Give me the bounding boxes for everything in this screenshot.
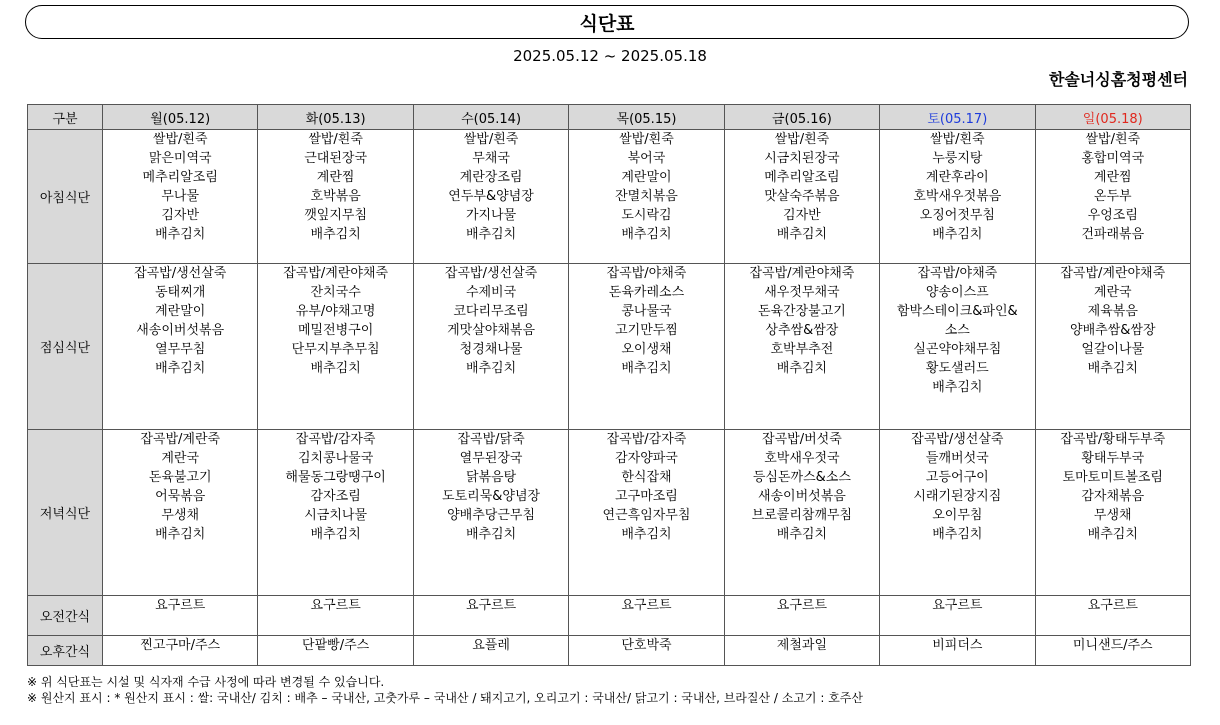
menu-item: 계란말이 bbox=[155, 304, 206, 319]
menu-item: 가지나물 bbox=[465, 208, 517, 223]
menu-cell bbox=[880, 636, 1035, 666]
menu-item: 잡곡밥/버섯죽 bbox=[762, 432, 842, 447]
menu-item: 요구르트 bbox=[932, 598, 983, 613]
menu-cell bbox=[258, 636, 413, 666]
menu-item: 시래기된장지짐 bbox=[913, 489, 1002, 504]
menu-item: 쌀밥/흰죽 bbox=[308, 132, 363, 147]
menu-item: 고기만두찜 bbox=[615, 323, 678, 338]
menu-cell bbox=[724, 596, 879, 636]
menu-cell bbox=[258, 596, 413, 636]
menu-item: 배추김치 bbox=[621, 227, 672, 242]
menu-body bbox=[28, 130, 1191, 666]
meal-row bbox=[28, 264, 1191, 430]
menu-item: 요구르트 bbox=[1087, 598, 1138, 613]
menu-item: 잡곡밥/닭죽 bbox=[457, 432, 525, 447]
menu-item: 오이생채 bbox=[621, 342, 672, 357]
menu-cell bbox=[724, 430, 879, 596]
menu-item: 동태찌개 bbox=[155, 285, 206, 300]
menu-item: 홍합미역국 bbox=[1081, 151, 1145, 166]
menu-item: 연근흑임자무침 bbox=[602, 508, 691, 523]
menu-cell bbox=[103, 636, 258, 666]
menu-cell bbox=[258, 430, 413, 596]
menu-item: 요구르트 bbox=[155, 598, 206, 613]
meal-label: 아침식단 bbox=[28, 130, 103, 264]
menu-item: 해물동그랑땡구이 bbox=[285, 470, 386, 485]
menu-item: 쌀밥/흰죽 bbox=[774, 132, 830, 147]
menu-item: 제육볶음 bbox=[1087, 304, 1138, 319]
menu-cell bbox=[103, 264, 258, 430]
menu-item: 배추김치 bbox=[155, 361, 206, 376]
menu-item: 요플레 bbox=[472, 638, 510, 653]
menu-cell bbox=[413, 636, 568, 666]
menu-cell bbox=[724, 264, 879, 430]
menu-item: 잡곡밥/생선살죽 bbox=[911, 432, 1004, 447]
notes bbox=[27, 674, 863, 706]
menu-item: 잡곡밥/생선살죽 bbox=[134, 266, 227, 281]
menu-cell bbox=[1035, 636, 1190, 666]
menu-item: 배추김치 bbox=[932, 380, 983, 395]
menu-item: 배추김치 bbox=[621, 527, 672, 542]
menu-item: 무나물 bbox=[161, 189, 200, 204]
page-title: 식단표 bbox=[579, 12, 635, 35]
meal-label: 오전간식 bbox=[28, 596, 103, 636]
menu-item: 닭볶음탕 bbox=[465, 470, 517, 485]
menu-item: 쌀밥/흰죽 bbox=[152, 132, 208, 147]
menu-item: 열무무침 bbox=[155, 342, 206, 357]
menu-item: 찐고구마/주스 bbox=[140, 638, 221, 653]
menu-item: 브로콜리참깨무침 bbox=[751, 508, 853, 523]
menu-cell bbox=[569, 596, 724, 636]
menu-item: 쌀밥/흰죽 bbox=[930, 132, 985, 147]
menu-item: 쌀밥/흰죽 bbox=[619, 132, 674, 147]
menu-cell bbox=[1035, 264, 1190, 430]
day-header-mon: 월(05.12) bbox=[103, 105, 258, 130]
menu-item: 계란찜 bbox=[316, 170, 355, 185]
menu-item: 쌀밥/흰죽 bbox=[463, 132, 519, 147]
menu-item: 김자반 bbox=[783, 208, 821, 223]
meal-row bbox=[28, 596, 1191, 636]
meal-row bbox=[28, 636, 1191, 666]
menu-item: 새송이버섯볶음 bbox=[136, 323, 225, 338]
menu-cell bbox=[1035, 130, 1190, 264]
menu-item: 배추김치 bbox=[155, 227, 206, 242]
menu-cell bbox=[413, 596, 568, 636]
menu-cell bbox=[103, 596, 258, 636]
menu-item: 함박스테이크&파인& bbox=[896, 304, 1018, 319]
menu-item: 배추김치 bbox=[310, 527, 361, 542]
menu-cell bbox=[724, 636, 879, 666]
menu-cell bbox=[1035, 430, 1190, 596]
menu-item: 잡곡밥/감자죽 bbox=[295, 432, 376, 447]
menu-item: 고구마조림 bbox=[615, 489, 678, 504]
menu-item: 잔멸치볶음 bbox=[615, 189, 678, 204]
menu-item: 코다리무조림 bbox=[453, 304, 529, 319]
menu-item: 잡곡밥/생선살죽 bbox=[444, 266, 538, 281]
header-row bbox=[28, 105, 1191, 130]
menu-item: 양송이스프 bbox=[925, 285, 989, 300]
menu-item: 배추김치 bbox=[776, 361, 828, 376]
menu-cell bbox=[413, 130, 568, 264]
menu-item: 쌀밥/흰죽 bbox=[1085, 132, 1141, 147]
day-header-thu: 목(05.15) bbox=[569, 105, 724, 130]
menu-item: 비피더스 bbox=[932, 638, 983, 653]
day-header-tue: 화(05.13) bbox=[258, 105, 413, 130]
menu-cell bbox=[413, 430, 568, 596]
menu-item: 시금치나물 bbox=[304, 508, 368, 523]
menu-item: 계란장조림 bbox=[459, 170, 523, 185]
menu-table bbox=[27, 104, 1191, 666]
menu-item: 잔치국수 bbox=[310, 285, 361, 300]
menu-item: 도토리묵&양념장 bbox=[442, 489, 541, 504]
menu-item: 무생채 bbox=[161, 508, 200, 523]
menu-item: 요구르트 bbox=[465, 598, 517, 613]
menu-item: 근대된장국 bbox=[304, 151, 368, 166]
menu-item: 오징어젓무침 bbox=[919, 208, 995, 223]
menu-item: 실곤약야채무침 bbox=[913, 342, 1002, 357]
menu-item: 배추김치 bbox=[1087, 361, 1138, 376]
menu-item: 토마토미트볼조림 bbox=[1062, 470, 1163, 485]
menu-item: 북어국 bbox=[627, 151, 666, 166]
menu-cell bbox=[724, 130, 879, 264]
menu-item: 맑은미역국 bbox=[148, 151, 212, 166]
menu-item: 배추김치 bbox=[310, 361, 361, 376]
corner-header: 구분 bbox=[28, 105, 103, 130]
menu-item: 황태두부국 bbox=[1081, 451, 1145, 466]
menu-item: 잡곡밥/황태두부죽 bbox=[1060, 432, 1166, 447]
menu-item: 배추김치 bbox=[1087, 527, 1138, 542]
menu-cell bbox=[569, 264, 724, 430]
menu-item: 제철과일 bbox=[776, 638, 828, 653]
menu-item: 계란찜 bbox=[1093, 170, 1132, 185]
menu-item: 배추김치 bbox=[465, 361, 517, 376]
menu-item: 김자반 bbox=[161, 208, 200, 223]
menu-cell bbox=[569, 430, 724, 596]
menu-item: 청경채나물 bbox=[459, 342, 523, 357]
menu-item: 배추김치 bbox=[465, 527, 517, 542]
menu-item: 감자조림 bbox=[310, 489, 361, 504]
menu-item: 오이무침 bbox=[932, 508, 983, 523]
note-line: ※ 원산지 표시 : * 원산지 표시 : 쌀: 국내산/ 김치 : 배추 – 국내산, 고춧가루 – 국내산 / 돼지고기, 오리고기 : 국내산/ 닭고기 : 국내산, 브라질산 / 소고기 : 호주산 bbox=[27, 691, 863, 705]
menu-item: 열무된장국 bbox=[459, 451, 523, 466]
menu-cell bbox=[880, 264, 1035, 430]
date-range: 2025.05.12 ~ 2025.05.18 bbox=[513, 47, 707, 65]
menu-item: 잡곡밥/감자죽 bbox=[606, 432, 687, 447]
menu-item: 잡곡밥/야채죽 bbox=[917, 266, 998, 281]
menu-cell bbox=[413, 264, 568, 430]
menu-item: 호박볶음 bbox=[310, 189, 361, 204]
menu-item: 시금치된장국 bbox=[764, 151, 840, 166]
menu-item: 유부/야채고명 bbox=[295, 304, 376, 319]
menu-item: 호박새우젓볶음 bbox=[913, 189, 1002, 204]
meal-label: 저녁식단 bbox=[28, 430, 103, 596]
menu-item: 무채국 bbox=[472, 151, 510, 166]
title-banner bbox=[25, 5, 1189, 39]
menu-cell bbox=[880, 130, 1035, 264]
meal-row bbox=[28, 130, 1191, 264]
menu-cell bbox=[569, 636, 724, 666]
meal-row bbox=[28, 430, 1191, 596]
menu-item: 무생채 bbox=[1093, 508, 1132, 523]
menu-item: 온두부 bbox=[1093, 189, 1132, 204]
menu-cell bbox=[103, 130, 258, 264]
menu-cell bbox=[880, 430, 1035, 596]
menu-item: 소스 bbox=[944, 323, 970, 338]
menu-item: 도시락김 bbox=[621, 208, 672, 223]
menu-cell bbox=[258, 130, 413, 264]
menu-item: 요구르트 bbox=[776, 598, 828, 613]
menu-item: 계란말이 bbox=[621, 170, 672, 185]
menu-item: 요구르트 bbox=[621, 598, 672, 613]
menu-item: 잡곡밥/계란야채죽 bbox=[749, 266, 855, 281]
menu-cell bbox=[569, 130, 724, 264]
menu-cell bbox=[103, 430, 258, 596]
menu-item: 잡곡밥/야채죽 bbox=[606, 266, 687, 281]
menu-item: 메밀전병구이 bbox=[297, 323, 374, 338]
menu-item: 메추리알조림 bbox=[764, 170, 840, 185]
menu-item: 깻잎지무침 bbox=[304, 208, 368, 223]
menu-item: 배추김치 bbox=[776, 527, 828, 542]
menu-item: 한식잡채 bbox=[621, 470, 672, 485]
menu-item: 새송이버섯볶음 bbox=[757, 489, 846, 504]
menu-item: 배추김치 bbox=[776, 227, 828, 242]
menu-item: 상추쌈&쌈장 bbox=[765, 323, 839, 338]
menu-item: 양배추당근무침 bbox=[447, 508, 535, 523]
note-line: ※ 위 식단표는 시설 및 식자재 수급 사정에 따라 변경될 수 있습니다. bbox=[27, 675, 385, 689]
menu-cell bbox=[880, 596, 1035, 636]
day-header-wed: 수(05.14) bbox=[413, 105, 568, 130]
menu-item: 호박부추전 bbox=[770, 342, 834, 357]
menu-item: 누룽지탕 bbox=[932, 151, 983, 166]
menu-item: 잡곡밥/계란죽 bbox=[140, 432, 221, 447]
menu-item: 김치콩나물국 bbox=[297, 451, 374, 466]
menu-item: 새우젓무채국 bbox=[764, 285, 840, 300]
menu-item: 단호박죽 bbox=[621, 638, 672, 653]
menu-item: 배추김치 bbox=[155, 527, 206, 542]
menu-cell bbox=[1035, 596, 1190, 636]
menu-item: 고등어구이 bbox=[925, 470, 989, 485]
menu-item: 요구르트 bbox=[310, 598, 361, 613]
menu-cell bbox=[258, 264, 413, 430]
menu-item: 계란후라이 bbox=[925, 170, 989, 185]
menu-item: 잡곡밥/계란야채죽 bbox=[1060, 266, 1166, 281]
menu-item: 우엉조림 bbox=[1087, 208, 1138, 223]
menu-item: 연두부&양념장 bbox=[448, 189, 534, 204]
meal-label: 오후간식 bbox=[28, 636, 103, 666]
menu-item: 돈육불고기 bbox=[148, 470, 212, 485]
menu-item: 배추김치 bbox=[932, 227, 983, 242]
menu-item: 맛살숙주볶음 bbox=[764, 189, 840, 204]
menu-item: 감자양파국 bbox=[615, 451, 678, 466]
menu-item: 미니샌드/주스 bbox=[1072, 638, 1153, 653]
menu-item: 건파래볶음 bbox=[1081, 227, 1145, 242]
menu-item: 수제비국 bbox=[465, 285, 517, 300]
menu-item: 배추김치 bbox=[310, 227, 361, 242]
day-header-sat: 토(05.17) bbox=[880, 105, 1035, 130]
menu-item: 등심돈까스&소스 bbox=[752, 470, 851, 485]
meal-label: 점심식단 bbox=[28, 264, 103, 430]
menu-item: 황도샐러드 bbox=[925, 361, 989, 376]
menu-item: 들깨버섯국 bbox=[925, 451, 989, 466]
menu-item: 돈육카레소스 bbox=[608, 285, 685, 300]
menu-item: 얼갈이나물 bbox=[1081, 342, 1145, 357]
menu-item: 양배추쌈&쌈장 bbox=[1070, 323, 1156, 338]
menu-item: 콩나물국 bbox=[621, 304, 672, 319]
menu-item: 계란국 bbox=[161, 451, 200, 466]
menu-item: 배추김치 bbox=[621, 361, 672, 376]
menu-item: 호박새우젓국 bbox=[764, 451, 840, 466]
menu-item: 단팥빵/주스 bbox=[302, 638, 370, 653]
menu-item: 감자채볶음 bbox=[1081, 489, 1145, 504]
menu-item: 돈육간장불고기 bbox=[757, 304, 846, 319]
menu-item: 게맛살야채볶음 bbox=[447, 323, 535, 338]
menu-item: 계란국 bbox=[1093, 285, 1132, 300]
day-header-sun: 일(05.18) bbox=[1035, 105, 1190, 130]
menu-item: 단무지부추무침 bbox=[291, 342, 380, 357]
menu-item: 배추김치 bbox=[932, 527, 983, 542]
center-name: 한솔너싱홈청평센터 bbox=[1048, 70, 1188, 89]
menu-item: 메추리알조림 bbox=[142, 170, 218, 185]
menu-item: 어묵볶음 bbox=[155, 489, 206, 504]
menu-item: 잡곡밥/계란야채죽 bbox=[283, 266, 389, 281]
menu-item: 배추김치 bbox=[465, 227, 517, 242]
day-header-fri: 금(05.16) bbox=[724, 105, 879, 130]
